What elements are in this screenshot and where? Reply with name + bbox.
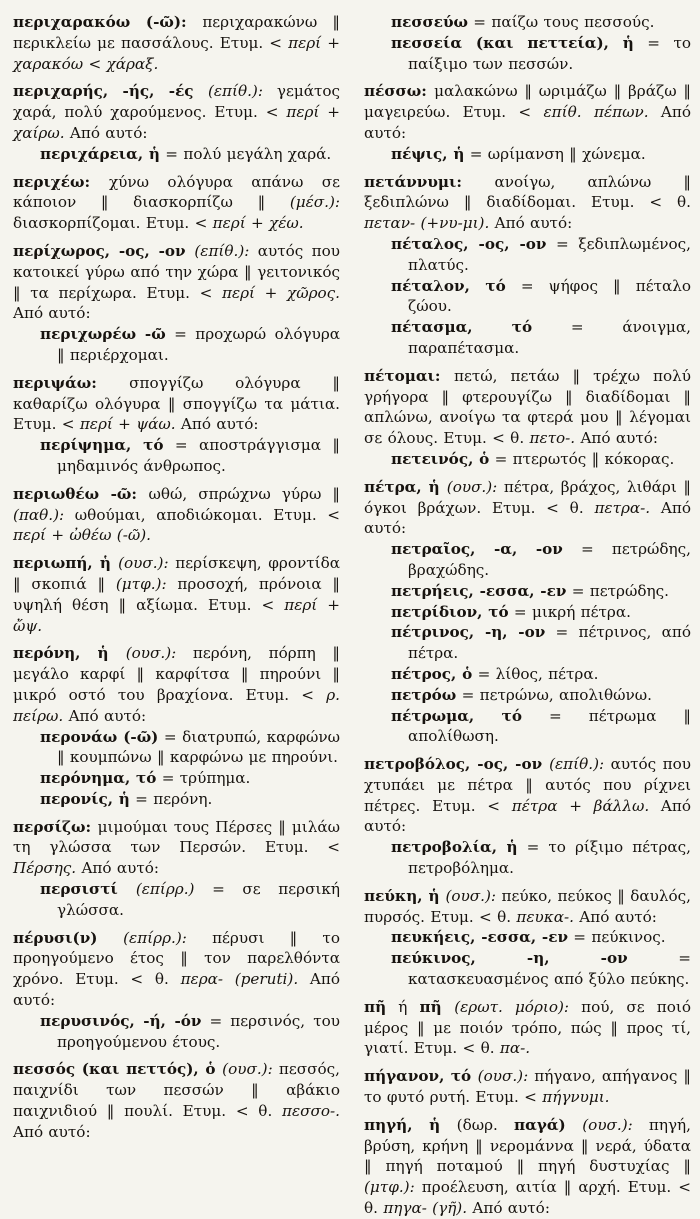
headword-text: περσίζω: (13, 817, 98, 836)
dictionary-subentry (364, 706, 691, 748)
dictionary-subentry (364, 12, 691, 33)
headword-text: περίψημα, τό (40, 436, 164, 455)
headword-text: περιχωρέω -ῶ (40, 325, 166, 344)
headword-text: περιψάω: (13, 373, 130, 392)
dictionary-subentry (364, 837, 691, 879)
grammar-label: (παθ.): (13, 505, 75, 524)
grammar-label: πα-. (499, 1039, 531, 1058)
definition-text: πετώ, πετάω ‖ τρέχω πολύ γρήγορα ‖ φτερουγίζω ‖ διαδίδομαι ‖ απλώνω, ανοίγω τα φτερά μου ‖ λέγομαι σε όλους. Ετυμ. < θ. (364, 366, 692, 448)
definition-text: = το παίξιμο των πεσσών. (408, 33, 691, 73)
headword-text: πηγή, ἡ (364, 1115, 457, 1134)
grammar-label: πευκα-. (516, 907, 580, 926)
dictionary-subentry (364, 276, 691, 318)
grammar-label: (ουσ.): (222, 1060, 279, 1079)
definition-text: ωθώ, σπρώχνω γύρω ‖ (148, 484, 341, 503)
definition-text: περόνη, πόρπη ‖ μεγάλο καρφί ‖ καρφίτσα ‖ πηρούνι ‖ μικρό οστό του βραχίονα. Ετυμ. < (13, 644, 340, 704)
dictionary-subentry (13, 789, 340, 810)
grammar-label: Πέρσης. (13, 859, 82, 878)
headword-text: περίχωρος, -ος, -ον (13, 241, 195, 260)
headword-text: πετάννυμι: (364, 172, 495, 191)
dictionary-entry (364, 1066, 691, 1108)
headword-text: πετροβολία, ἡ (391, 838, 518, 857)
definition-text: Από αυτό: (364, 498, 691, 538)
headword-text: περιχαρακόω (-ῶ): (13, 13, 203, 31)
grammar-label: περί + ὠθέω (-ῶ). (13, 526, 151, 545)
definition-text: ωθούμαι, αποδιώκομαι. Ετυμ. < (74, 505, 340, 524)
dictionary-subentry (13, 1011, 340, 1053)
headword-text: πέταλος, -ος, -ον (391, 234, 547, 253)
dictionary-entry (13, 172, 340, 234)
headword-text: πέσσω: (364, 82, 435, 101)
dictionary-entry (13, 553, 340, 636)
definition-text: = περόνη. (129, 789, 213, 808)
definition-text: = πετρώδης, βραχώδης. (408, 540, 691, 579)
definition-text: αυτός που κατοικεί γύρω από την χώρα ‖ γειτονικός ‖ τα περίχωρα. Ετυμ. < (13, 241, 340, 302)
grammar-label: (μτφ.): (115, 574, 178, 593)
headword-text: πετρόω (391, 685, 457, 704)
grammar-label: πετο-. (529, 429, 581, 448)
dictionary-entry (364, 886, 691, 928)
headword-text: πεσσεύω (391, 13, 468, 31)
definition-text: πεύκο, πεύκος ‖ δαυλός, πυρσός. Ετυμ. < θ. (364, 886, 692, 926)
left-column (13, 10, 341, 1141)
dictionary-entry (364, 172, 691, 234)
headword-text: πεσσεία (και πεττεία), ἡ (391, 33, 634, 52)
definition-text: = περσινός, του προηγούμενου έτους. (57, 1011, 340, 1051)
definition-text: = παίζω τους πεσσούς. (467, 13, 655, 31)
dictionary-entry (13, 373, 340, 435)
dictionary-entry (13, 928, 340, 1011)
grammar-label: (ουσ.): (445, 886, 502, 905)
definition-text: = ξεδιπλωμένος, πλατύς. (408, 234, 691, 274)
grammar-label: (επίθ.): (549, 755, 611, 774)
headword-text: πεσσός (και πεττός), ὁ (13, 1060, 223, 1079)
dictionary-entry (364, 1115, 691, 1219)
dictionary-entry (13, 1059, 340, 1142)
definition-text: Από αυτό: (364, 103, 691, 142)
headword-text: πέτρος, ὁ (391, 664, 473, 683)
definition-text: = αποστράγγισμα ‖ μηδαμινός άνθρωπος. (57, 436, 340, 475)
headword-text: πέτρα, ἡ (364, 477, 447, 496)
headword-text: πέτρωμα, τό (391, 706, 523, 725)
headword-text: περιχαρής, -ής, -ές (13, 82, 208, 101)
grammar-label: περί + χαίρω. (13, 103, 340, 142)
definition-text: περίσκεψη, φροντίδα ‖ σκοπιά ‖ (13, 554, 340, 593)
grammar-label: (επίθ.): (194, 241, 258, 260)
definition-text: σπογγίζω ολόγυρα ‖ καθαρίζω ολόγυρα ‖ σπογγίζω τα μάτια. Ετυμ. < (13, 373, 341, 434)
definition-text: = πολύ μεγάλη χαρά. (159, 144, 332, 163)
headword-text: πετρήεις, -εσσα, -εν (391, 581, 567, 600)
definition-text: Από αυτό: (494, 214, 573, 233)
headword-text: περονάω (-ῶ) (40, 727, 159, 746)
definition-text: Από αυτό: (69, 123, 148, 142)
dictionary-entry (13, 81, 340, 143)
dictionary-entry (364, 997, 691, 1059)
dictionary-subentry (364, 685, 691, 706)
grammar-label: περί + ὤψ. (13, 595, 340, 635)
dictionary-subentry (364, 602, 691, 623)
definition-text: Από αυτό: (68, 706, 147, 725)
headword-text: πῆ (419, 997, 455, 1016)
definition-text: Από αυτό: (13, 970, 340, 1010)
headword-text: πέτρινος, -η, -ον (391, 623, 546, 642)
grammar-label: πεσσο-. (282, 1102, 340, 1121)
headword-text: περονίς, ἡ (40, 789, 130, 808)
headword-text: πήγανον, τό (364, 1067, 478, 1086)
dictionary-entry (13, 484, 340, 546)
headword-text: πέψις, ἡ (391, 144, 465, 163)
dictionary-entry (364, 81, 691, 143)
definition-text: αυτός που χτυπάει με πέτρα ‖ αυτός που ρίχνει πέτρες. Ετυμ. < (364, 755, 691, 815)
dictionary-subentry (364, 33, 691, 75)
definition-text: πεσσός, παιχνίδι των πεσσών ‖ αβάκιο παιχνιδιού ‖ πουλί. Ετυμ. < θ. (13, 1060, 340, 1121)
definition-text: = κατασκευασμένος από ξύλο πεύκης. (408, 949, 691, 989)
dictionary-subentry (364, 317, 691, 359)
grammar-label: (επίρρ.): (123, 928, 213, 947)
headword-text: πῆ (364, 997, 387, 1016)
headword-text: περιωπή, ἡ (13, 554, 119, 573)
grammar-label: (μτφ.): (364, 1178, 422, 1197)
definition-text: = το ρίξιμο πέτρας, πετροβόλημα. (408, 838, 691, 878)
right-column (364, 10, 692, 1218)
dictionary-subentry (13, 727, 340, 769)
grammar-label: (ουσ.): (118, 554, 176, 573)
headword-text: περυσινός, -ή, -όν (40, 1011, 202, 1030)
definition-text: = πεύκινος. (567, 928, 666, 947)
grammar-label: πεταν- (+νυ-μι). (364, 214, 495, 233)
definition-text: πηγή, βρύση, κρήνη ‖ νερομάννα ‖ νερά, ύδατα ‖ πηγή ποταμού ‖ πηγή δυστυχίας ‖ (364, 1115, 691, 1176)
dictionary-subentry (13, 144, 340, 165)
definition-text: ή (386, 997, 420, 1016)
headword-text: περιωθέω -ῶ: (13, 484, 149, 503)
definition-text: Από αυτό: (13, 304, 91, 323)
definition-text: = πέτρωμα ‖ απολίθωση. (408, 706, 692, 746)
dictionary-subentry (364, 927, 691, 948)
grammar-label: πήγνυμι. (542, 1088, 610, 1107)
definition-text: πέρυσι ‖ το προηγούμενο έτος ‖ τον παρελθόντα χρόνο. Ετυμ. < θ. (13, 928, 340, 989)
headword-text: περσιστί (40, 880, 136, 899)
grammar-label: (ουσ.): (477, 1067, 535, 1086)
headword-text: περόνη, ἡ (13, 644, 126, 663)
headword-text: πεύκινος, -η, -ον (391, 949, 628, 968)
grammar-label: περί + ψάω. (79, 415, 181, 434)
definition-text: Από αυτό: (579, 907, 657, 926)
dictionary-subentry (364, 948, 691, 990)
grammar-label: πετρα-. (594, 498, 661, 517)
grammar-label: (μέσ.): (289, 193, 340, 212)
headword-text: πέρυσι(ν) (13, 928, 124, 947)
definition-text: προσοχή, πρόνοια ‖ υψηλή θέση ‖ αξίωμα. Ετυμ. < (13, 574, 340, 614)
definition-text: = ωρίμανση ‖ χώνεμα. (464, 144, 646, 163)
grammar-label: (ουσ.): (582, 1115, 649, 1134)
headword-text: περιχέω: (13, 172, 109, 191)
dictionary-entry (13, 817, 340, 879)
dictionary-subentry (364, 449, 691, 470)
definition-text: χύνω ολόγυρα απάνω σε κάποιον ‖ διασκορπίζω ‖ (13, 172, 341, 212)
headword-text: πετρίδιον, τό (391, 602, 509, 621)
headword-text: πετροβόλος, -ος, -ον (364, 755, 550, 774)
dictionary-entry (13, 241, 340, 324)
definition-text: = πέτρινος, από πέτρα. (408, 623, 691, 663)
definition-text: Από αυτό: (580, 429, 659, 448)
definition-text: = πετρώνω, απολιθώνω. (456, 685, 652, 704)
headword-text: πετραῖος, -α, -ον (391, 540, 563, 559)
dictionary-subentry (364, 144, 691, 165)
grammar-label: (ουσ.): (446, 477, 504, 496)
definition-text: γεμάτος χαρά, πολύ χαρούμενος. Ετυμ. < (13, 82, 340, 122)
definition-text: πού, σε ποιό μέρος ‖ με ποιόν τρόπο, πώς ‖ προς τί, γιατί. Ετυμ. < θ. (364, 997, 691, 1058)
grammar-label: επίθ. πέπων. (543, 103, 661, 122)
grammar-label: περί + χῶρος. (221, 283, 340, 302)
definition-text: μιμούμαι τους Πέρσες ‖ μιλάω τη γλώσσα των Περσών. Ετυμ. < (13, 817, 340, 857)
dictionary-subentry (13, 435, 340, 477)
dictionary-subentry (364, 234, 691, 276)
definition-text: = διατρυπώ, καρφώνω ‖ κουμπώνω ‖ καρφώνω με πηρούνι. (57, 727, 340, 767)
grammar-label: περί + χαρακόω < χάραξ. (13, 33, 340, 73)
dictionary-subentry (364, 581, 691, 602)
definition-text: Από αυτό: (180, 415, 259, 434)
definition-text: = ψήφος ‖ πέταλο ζώου. (408, 276, 692, 316)
definition-text: μαλακώνω ‖ ωριμάζω ‖ βράζω ‖ μαγειρεύω. Ετυμ. < (364, 82, 692, 122)
headword-text: πέτομαι: (364, 366, 454, 385)
grammar-label: πηγα- (γῆ). (383, 1199, 473, 1218)
headword-text: πετεινός, ὁ (391, 449, 490, 468)
dictionary-entry (13, 12, 340, 74)
definition-text: = προχωρώ ολόγυρα ‖ περιέρχομαι. (57, 325, 341, 364)
dictionary-subentry (364, 539, 691, 581)
grammar-label: (επίρρ.) (135, 880, 195, 899)
definition-text: = λίθος, πέτρα. (472, 664, 599, 683)
dictionary-subentry (13, 879, 340, 921)
dictionary-subentry (13, 324, 340, 366)
dictionary-entry (364, 366, 691, 449)
dictionary-entry (13, 643, 340, 726)
grammar-label: ρ. πείρω. (13, 685, 340, 725)
definition-text: = μικρή πέτρα. (508, 602, 631, 621)
definition-text: περιχαρακώνω ‖ περικλείω με πασσάλους. Ετυμ. < (13, 13, 341, 52)
definition-text: διασκορπίζομαι. Ετυμ. < (13, 214, 213, 233)
headword-text: παγά) (513, 1115, 583, 1134)
definition-text: Από αυτό: (472, 1199, 550, 1218)
dictionary-entry (364, 477, 691, 539)
headword-text: πέτασμα, τό (391, 318, 533, 337)
definition-text: προέλευση, αιτία ‖ αρχή. Ετυμ. < θ. (364, 1178, 691, 1218)
grammar-label: πέτρα + βάλλω. (511, 796, 661, 815)
definition-text: Από αυτό: (364, 796, 691, 836)
definition-text: = άνοιγμα, παραπέτασμα. (408, 318, 691, 357)
grammar-label: περί + χέω. (212, 214, 304, 233)
dictionary-subentry (364, 664, 691, 685)
headword-text: περιχάρεια, ἡ (40, 144, 160, 163)
grammar-label: περα- (peruti). (180, 970, 310, 989)
definition-text: = τρύπημα. (156, 769, 251, 788)
definition-text: (δωρ. (456, 1115, 514, 1134)
headword-text: περόνημα, τό (40, 769, 157, 788)
headword-text: πευκήεις, -εσσα, -εν (391, 928, 568, 947)
grammar-label: (ερωτ. μόριο): (454, 997, 582, 1016)
definition-text: ανοίγω, απλώνω ‖ ξεδιπλώνω ‖ διαδίδομαι. Ετυμ. < θ. (364, 172, 691, 212)
definition-text: πέτρα, βράχος, λιθάρι ‖ όγκοι βράχων. Ετυμ. < θ. (364, 477, 691, 517)
definition-text: = πετρώδης. (566, 581, 669, 600)
definition-text: = σε περσική γλώσσα. (57, 880, 340, 919)
headword-text: πέταλον, τό (391, 276, 506, 295)
definition-text: Από αυτό: (81, 859, 160, 878)
grammar-label: (ουσ.): (125, 644, 193, 663)
headword-text: πεύκη, ἡ (364, 886, 446, 905)
dictionary-subentry (364, 622, 691, 664)
grammar-label: (επίθ.): (207, 82, 277, 101)
dictionary-entry (364, 754, 691, 837)
definition-text: πήγανο, απήγανος ‖ το φυτό ρυτή. Ετυμ. < (364, 1067, 691, 1107)
dictionary-subentry (13, 768, 340, 789)
definition-text: Από αυτό: (13, 1122, 91, 1141)
definition-text: = πτερωτός ‖ κόκορας. (489, 449, 675, 468)
